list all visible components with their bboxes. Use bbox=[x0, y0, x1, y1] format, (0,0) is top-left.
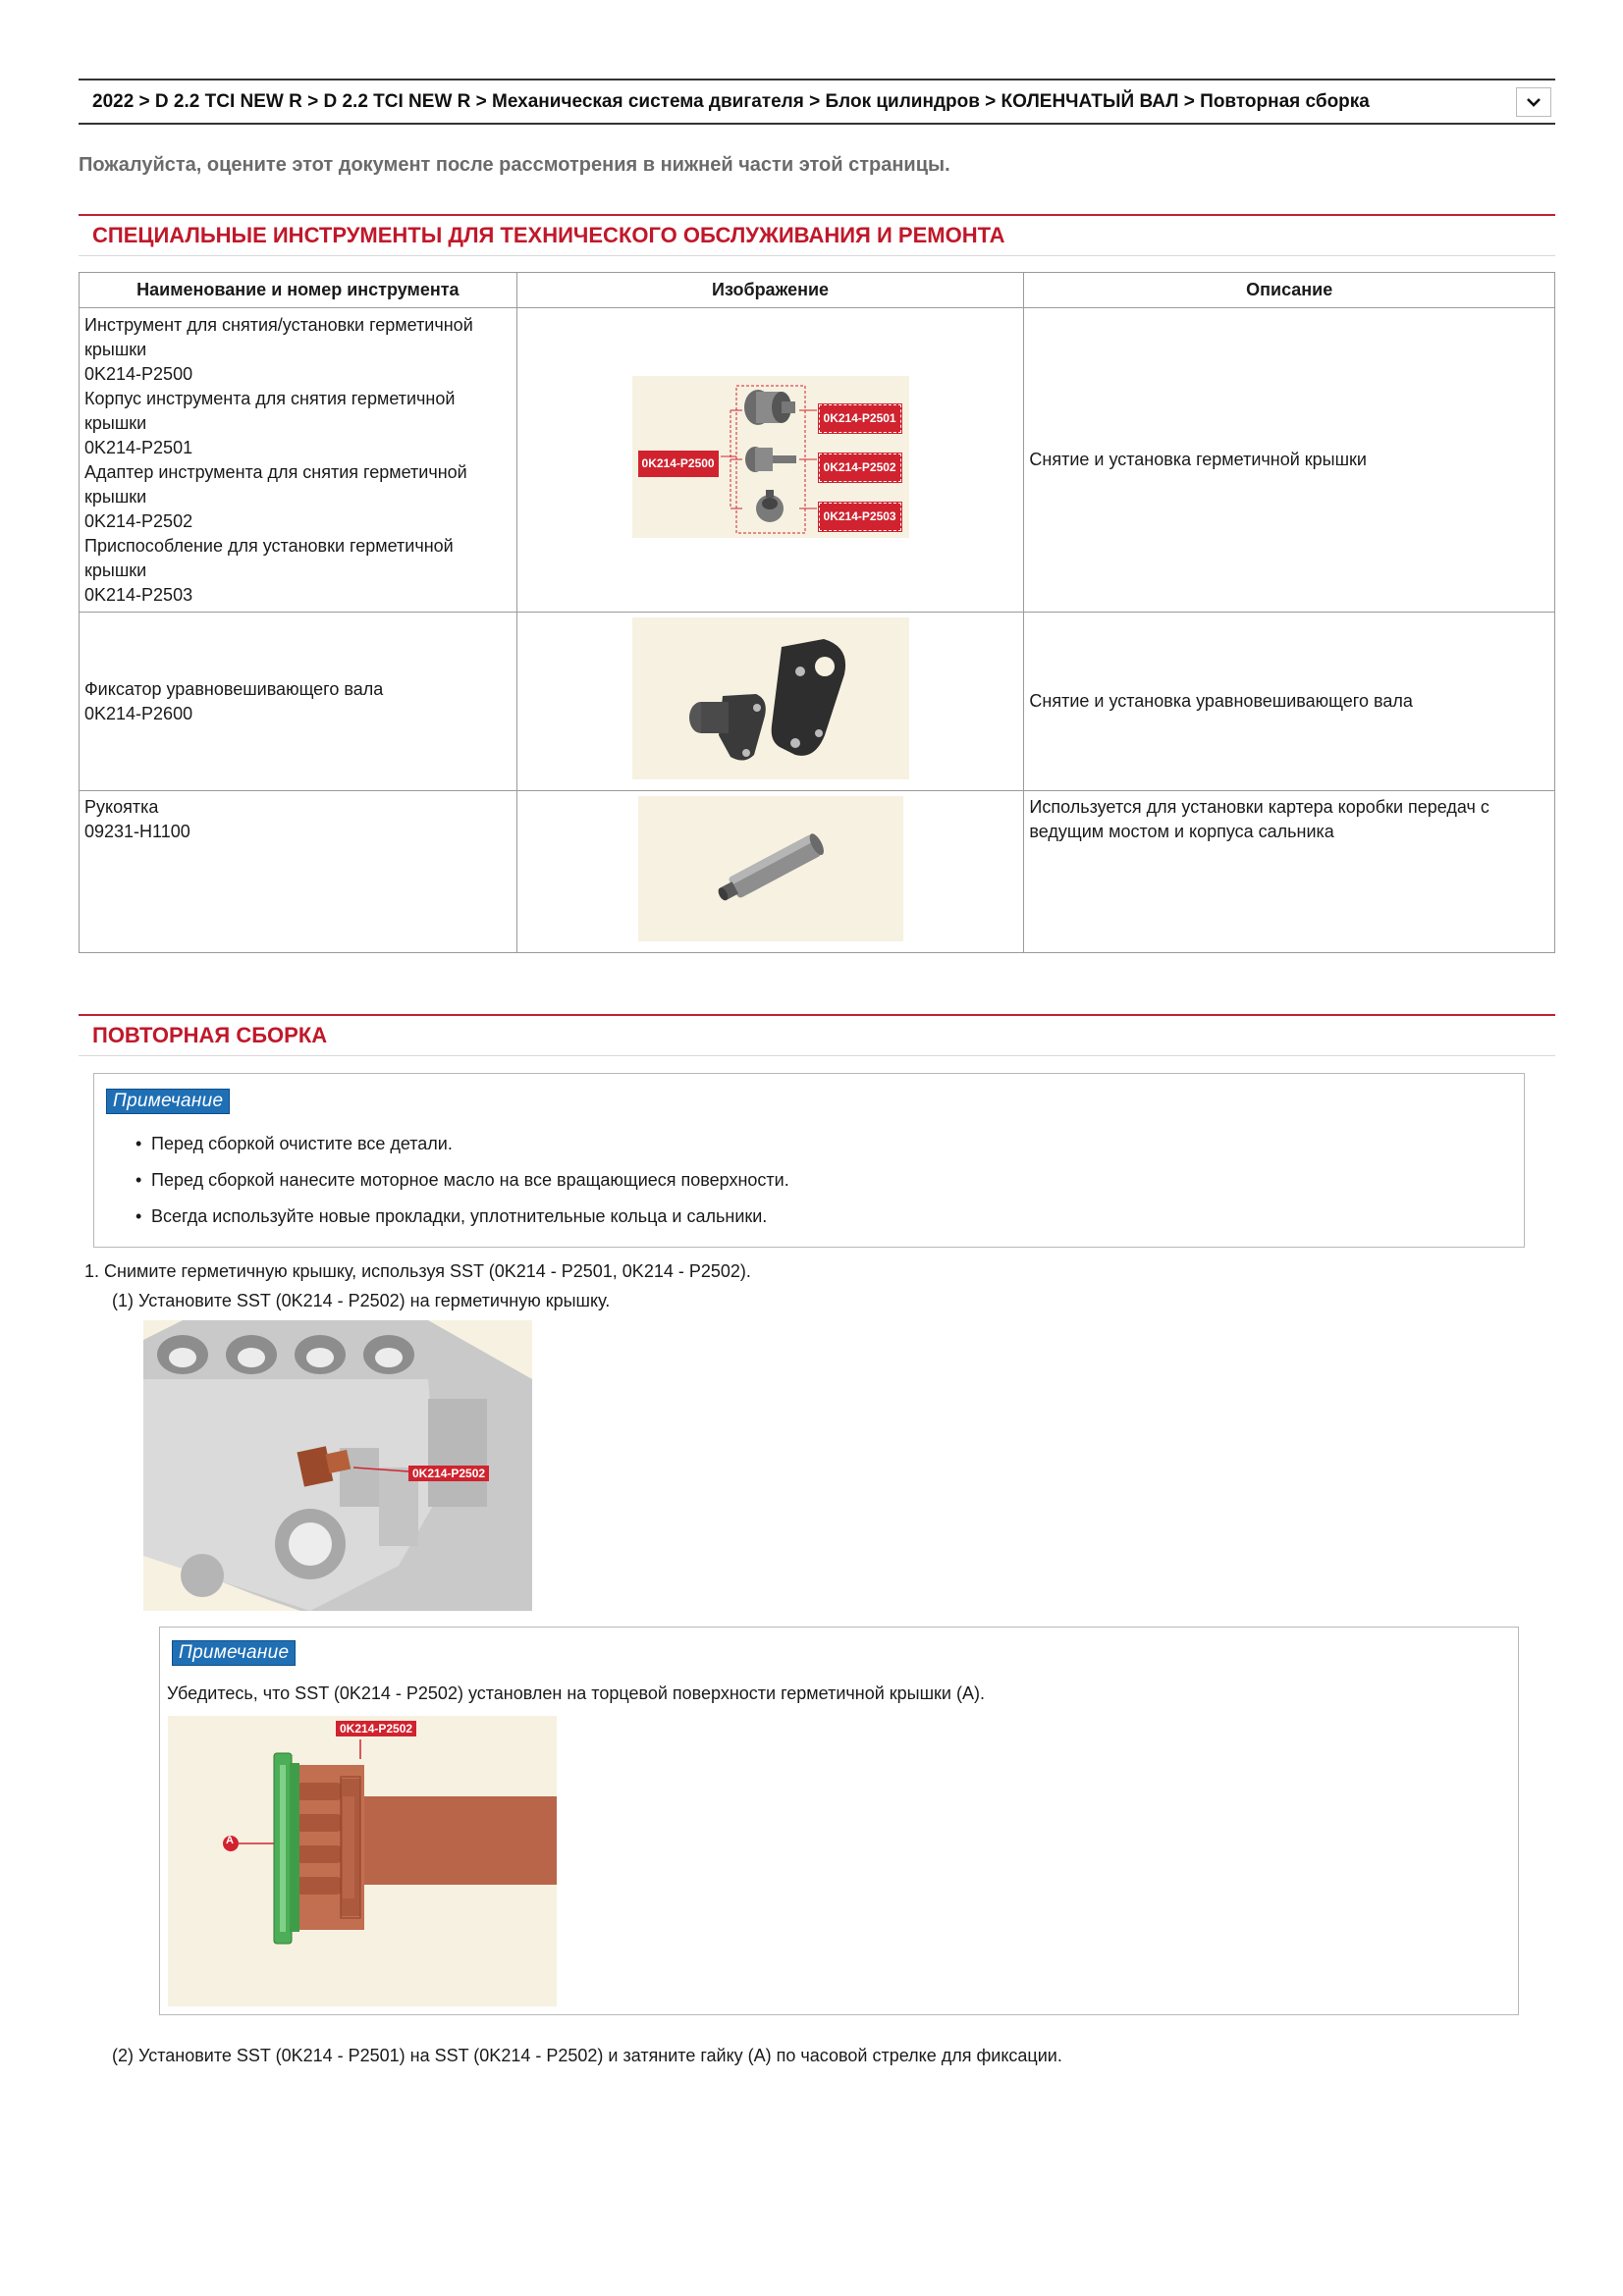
breadcrumb-text: 2022 > D 2.2 TCI NEW R > D 2.2 TCI NEW R > Механическая система двигателя > Блок цилиндров > КОЛЕНЧАТЫЙ ВАЛ > Повторная сборка bbox=[92, 90, 1370, 112]
note-list bbox=[135, 1133, 789, 1242]
tool-description-cell: Снятие и установка герметичной крышки bbox=[1024, 308, 1555, 613]
note-box bbox=[93, 1073, 1525, 1248]
tool-description-cell: Снятие и установка уравновешивающего вала bbox=[1024, 613, 1555, 791]
note-tag: Примечание bbox=[172, 1640, 296, 1666]
column-header: Наименование и номер инструмента bbox=[80, 273, 517, 308]
tool-name-line: Фиксатор уравновешивающего вала bbox=[84, 678, 384, 699]
column-header: Описание bbox=[1024, 273, 1555, 308]
tool-name-cell bbox=[80, 791, 517, 953]
column-header: Изображение bbox=[516, 273, 1024, 308]
tool-name-cell bbox=[80, 308, 517, 613]
tool-image-cell bbox=[516, 308, 1024, 613]
seal-cap-tool-set-image bbox=[632, 376, 909, 538]
tool-image-cell bbox=[516, 613, 1024, 791]
tool-number: 0K214-P2501 bbox=[84, 437, 193, 457]
balance-shaft-holder-image bbox=[632, 617, 909, 779]
tool-number: 09231-H1100 bbox=[84, 822, 190, 841]
tool-image-cell bbox=[516, 791, 1024, 953]
tool-name-cell bbox=[80, 613, 517, 791]
step-1-2: (2) Установите SST (0K214 - P2501) на SST (0K214 - P2502) и затяните гайку (A) по часовой стрелке для фиксации. bbox=[112, 2046, 1062, 2065]
tool-name-line: крышки bbox=[84, 412, 147, 433]
tool-number: 0K214-P2503 bbox=[84, 584, 193, 605]
table-row bbox=[80, 791, 1555, 953]
tool-label: 0K214-P2501 bbox=[819, 404, 901, 433]
tool-name-line: крышки bbox=[84, 339, 147, 359]
tool-label: 0K214-P2503 bbox=[819, 503, 901, 531]
tool-label: 0K214-P2500 bbox=[638, 451, 719, 477]
tool-label: 0K214-P2502 bbox=[408, 1466, 489, 1481]
tool-name-line: крышки bbox=[84, 486, 147, 507]
chevron-down-icon bbox=[1527, 97, 1541, 107]
list-item: • Перед сборкой нанесите моторное масло на все вращающиеся поверхности. bbox=[135, 1169, 789, 1205]
list-item: • Всегда используйте новые прокладки, уплотнительные кольца и сальники. bbox=[135, 1205, 789, 1242]
note-tag: Примечание bbox=[106, 1089, 230, 1114]
list-item: • Перед сборкой очистите все детали. bbox=[135, 1133, 789, 1169]
callout-a-label: A bbox=[226, 1835, 234, 1846]
tool-label: 0K214-P2502 bbox=[819, 454, 901, 482]
tool-number: 0K214-P2502 bbox=[84, 510, 193, 531]
tool-name-line: Инструмент для снятия/установки герметичной bbox=[84, 314, 473, 335]
breadcrumb bbox=[79, 79, 1555, 125]
table-row bbox=[80, 308, 1555, 613]
tools-table bbox=[79, 272, 1555, 953]
tool-description-cell bbox=[1024, 791, 1555, 953]
tool-name-line: Корпус инструмента для снятия герметичной bbox=[84, 388, 456, 408]
breadcrumb-dropdown-button[interactable] bbox=[1516, 87, 1551, 117]
description-line: ведущим мостом и корпуса сальника bbox=[1029, 822, 1334, 841]
tool-name-line: Рукоятка bbox=[84, 797, 159, 817]
tool-label: 0K214-P2502 bbox=[336, 1721, 416, 1736]
description-line: Используется для установки картера коробки передач с bbox=[1029, 797, 1489, 817]
rate-note: Пожалуйста, оцените этот документ после рассмотрения в нижней части этой страницы. bbox=[79, 154, 950, 176]
note-text: Убедитесь, что SST (0K214 - P2502) установлен на торцевой поверхности герметичной крышки (A). bbox=[167, 1683, 985, 1703]
note-box bbox=[159, 1627, 1519, 2015]
tools-section-title: СПЕЦИАЛЬНЫЕ ИНСТРУМЕНТЫ ДЛЯ ТЕХНИЧЕСКОГО ОБСЛУЖИВАНИЯ И РЕМОНТА bbox=[79, 214, 1555, 256]
table-row bbox=[80, 613, 1555, 791]
tool-number: 0K214-P2500 bbox=[84, 363, 193, 384]
step-1-1: (1) Установите SST (0K214 - P2502) на герметичную крышку. bbox=[112, 1291, 611, 1310]
reassembly-section-title: ПОВТОРНАЯ СБОРКА bbox=[79, 1014, 1555, 1056]
tool-name-line: Приспособление для установки герметичной bbox=[84, 535, 454, 556]
engine-block-illustration bbox=[143, 1320, 532, 1611]
handle-image bbox=[638, 796, 903, 941]
tool-number: 0K214-P2600 bbox=[84, 703, 193, 723]
seal-cap-illustration bbox=[168, 1716, 557, 2006]
step-1: 1. Снимите герметичную крышку, используя SST (0K214 - P2501, 0K214 - P2502). bbox=[84, 1261, 751, 1281]
tool-name-line: Адаптер инструмента для снятия герметичной bbox=[84, 461, 467, 482]
tool-name-line: крышки bbox=[84, 560, 147, 580]
